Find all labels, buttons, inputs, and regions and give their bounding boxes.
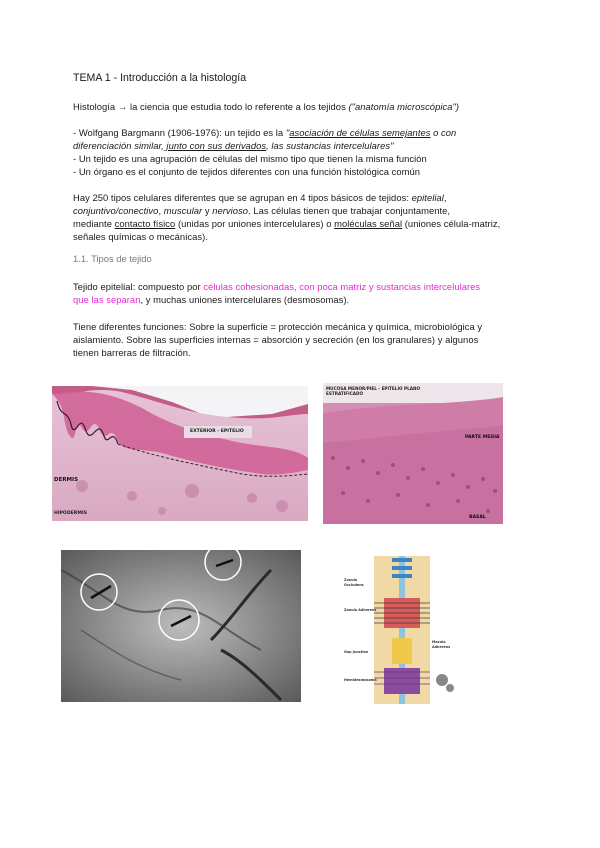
- para2-line1: [73, 280, 480, 293]
- para1-line4: señales químicas o mecánicas).: [73, 231, 208, 242]
- text: Tejido epitelial: compuesto por: [73, 281, 204, 292]
- junction-label: Occludens: [344, 583, 364, 587]
- underlined-term: moléculas señal: [334, 218, 403, 229]
- highlight-text: que las separan: [73, 294, 141, 305]
- text: , y muchas uniones intercelulares (desmosomas).: [140, 294, 350, 305]
- page-title: TEMA 1 - Introducción a la histología: [73, 72, 247, 84]
- quote-text: , las sustancias intercelulares": [266, 140, 394, 151]
- para3-line1: Tiene diferentes funciones: Sobre la superficie = protección mecánica y química, microbiológica y: [73, 321, 483, 332]
- junction-label: Macula: [432, 640, 446, 644]
- bullet-tejido: - Un tejido es una agrupación de células del mismo tipo que tienen la misma función: [73, 153, 427, 164]
- text: mediante: [73, 218, 115, 229]
- para1-line1: [73, 191, 447, 204]
- definition-text: la ciencia que estudia todo lo referente a los tejidos: [127, 101, 349, 112]
- bullet-bargmann-line2: [73, 139, 393, 152]
- quote-continuation: o con: [430, 127, 457, 138]
- label-hipodermis: HIPODERMIS: [54, 511, 87, 516]
- text: Hay 250 tipos celulares diferentes que se agrupan en 4 tipos básicos de tejidos:: [73, 192, 412, 203]
- definition-italic: ("anatomía microscópica"): [348, 101, 460, 112]
- italic-term: conjuntivo/conectivo: [73, 205, 159, 216]
- junction-label: Adherens: [432, 645, 451, 649]
- label-basal: BASAL: [469, 515, 486, 520]
- section-heading: 1.1. Tipos de tejido: [73, 253, 152, 264]
- highlight-text: células cohesionadas, con poca matriz y sustancias intercelulares: [203, 281, 481, 292]
- junction-label: Gap Junction: [344, 650, 369, 654]
- bullet-text: - Wolfgang Bargmann (1906-1976): un tejido es la: [73, 127, 286, 138]
- para2-line2: [73, 293, 349, 306]
- junction-label: Hemidesmosoma: [344, 678, 377, 682]
- bullet-organo: - Un órgano es el conjunto de tejidos diferentes con una función histológica común: [73, 166, 421, 177]
- cell-junction-diagram: [344, 548, 460, 704]
- figure-caption: MUCOSA MENOR/PIEL - EPITELIO PLANO ESTRATIFICADO: [326, 386, 421, 396]
- junction-label: Zonula Adherens: [344, 608, 377, 612]
- junction-label: Zonula: [344, 578, 358, 582]
- label-dermis: DERMIS: [54, 477, 79, 483]
- text: . Las células tienen que trabajar conjuntamente,: [248, 205, 451, 216]
- epithelium-histology-image: [323, 383, 503, 524]
- definition-line: [73, 100, 459, 113]
- skin-histology-image: [52, 386, 308, 521]
- quote-text: diferenciación similar,: [73, 140, 164, 151]
- underlined-quote: asociación de células semejantes: [289, 127, 431, 138]
- arrow-icon: →: [117, 101, 128, 112]
- para3-line2: aislamiento. Sobre las superficies internas = absorción y secreción (en los granulares) y algunos: [73, 334, 479, 345]
- para3-line3: tienen barreras de filtración.: [73, 347, 191, 358]
- underlined-quote: junto con sus derivados: [163, 140, 267, 151]
- text: (uniones célula-matriz,: [402, 218, 501, 229]
- definition-term: Histología: [73, 101, 116, 112]
- label-parte-media: PARTE MEDIA: [465, 435, 500, 440]
- italic-term: muscular: [163, 205, 203, 216]
- italic-term: epitelial: [411, 192, 444, 203]
- text: ,: [158, 205, 164, 216]
- italic-term: nervioso: [212, 205, 249, 216]
- text: (unidas por uniones intercelulares) o: [175, 218, 335, 229]
- label-exterior: EXTERIOR - EPITELIO: [190, 429, 244, 434]
- text: ,: [443, 192, 447, 203]
- text: y: [202, 205, 213, 216]
- bullet-bargmann-line1: [73, 126, 456, 139]
- quote-mark: ": [285, 127, 290, 138]
- para1-line2: [73, 204, 450, 217]
- para1-line3: [73, 217, 500, 230]
- underlined-term: contacto físico: [114, 218, 176, 229]
- electron-micrograph-image: [61, 550, 301, 702]
